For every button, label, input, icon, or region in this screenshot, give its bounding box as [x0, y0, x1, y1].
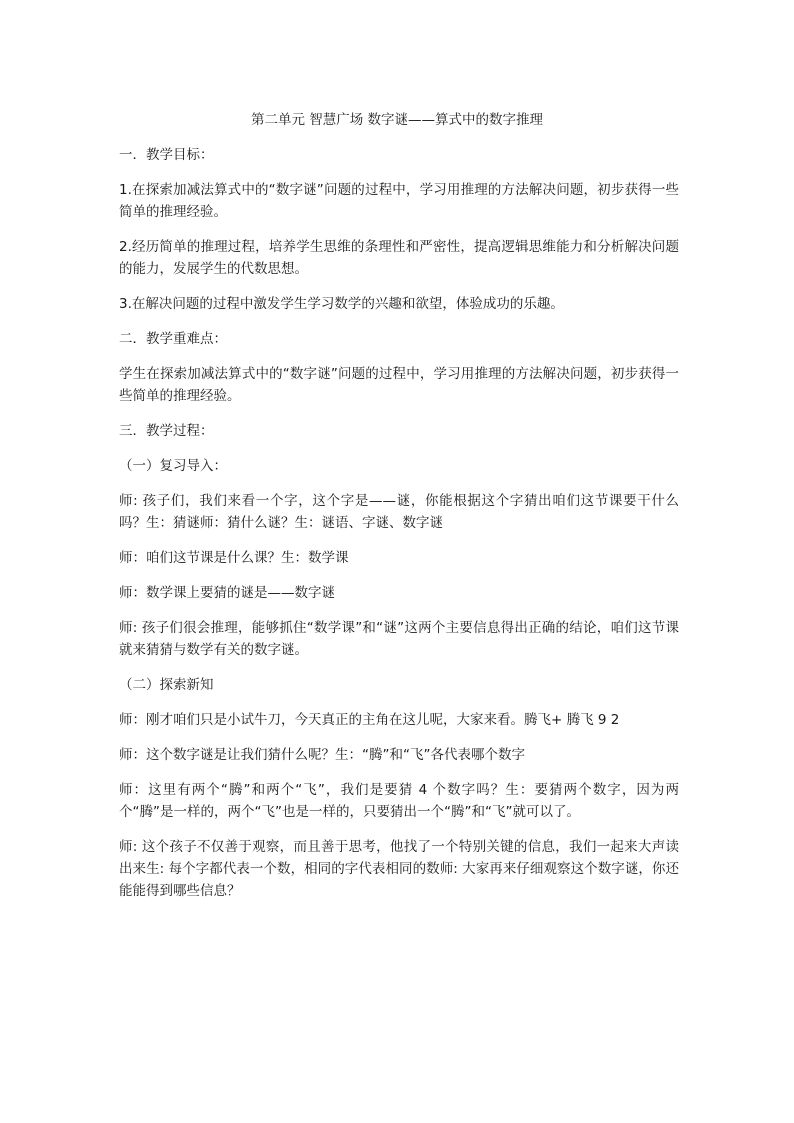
section-heading-process: 三．教学过程： — [119, 423, 214, 439]
document-title: 第二单元 智慧广场 数字谜——算式中的数字推理 — [250, 112, 544, 128]
paragraph: 师：咱们这节课是什么课？生：数学课 — [119, 550, 349, 566]
paragraph: 师: 这个孩子不仅善于观察，而且善于思考，他找了一个特别关键的信息，我们一起来大声读出来生: 每个字都代表一个数，相同的字代表相同的数师: 大家再来仔细观察这个数字谜，你还能能得到哪些信息？ — [119, 839, 679, 899]
paragraph: 师：这里有两个“腾”和两个“飞”，我们是要猜 4 个数字吗？生：要猜两个数字，因为两个“腾”是一样的，两个“飞”也是一样的，只要猜出一个“腾”和“飞”就可以了。 — [119, 782, 679, 820]
paragraph: 学生在探索加减法算式中的“数字谜”问题的过程中，学习用推理的方法解决问题，初步获得一些简单的推理经验。 — [119, 366, 679, 404]
paragraph: 师：数学课上要猜的谜是——数字谜 — [119, 585, 335, 601]
paragraph: 2.经历简单的推理过程，培养学生思维的条理性和严密性，提高逻辑思维能力和分析解决问题的能力，发展学生的代数思想。 — [119, 239, 679, 277]
paragraph: 师：刚才咱们只是小试牛刀，今天真正的主角在这儿呢，大家来看。腾飞+ 腾飞 9 2 — [119, 712, 620, 728]
paragraph: 师: 孩子们，我们来看一个字，这个字是——谜，你能根据这个字猜出咱们这节课要干什么吗？生：猜谜师：猜什么谜？生：谜语、字谜、数字谜 — [119, 493, 679, 531]
paragraph: 3.在解决问题的过程中激发学生学习数学的兴趣和欲望，体验成功的乐趣。 — [119, 296, 564, 312]
paragraph: 1.在探索加减法算式中的“数字谜”问题的过程中，学习用推理的方法解决问题，初步获得一些简单的推理经验。 — [119, 182, 679, 220]
paragraph: 师: 孩子们很会推理，能够抓住“数学课”和“谜”这两个主要信息得出正确的结论，咱们这节课就来猜猜与数学有关的数字谜。 — [119, 620, 679, 658]
section-heading-key-points: 二．教学重难点： — [119, 331, 227, 347]
document-body — [119, 144, 679, 915]
section-heading-objectives: 一．教学目标： — [119, 147, 214, 163]
subsection-heading-explore: （二）探索新知 — [119, 677, 214, 693]
subsection-heading-review: （一）复习导入： — [119, 458, 227, 474]
paragraph: 师：这个数字谜是让我们猜什么呢？生：“腾”和“飞”各代表哪个数字 — [119, 747, 525, 763]
